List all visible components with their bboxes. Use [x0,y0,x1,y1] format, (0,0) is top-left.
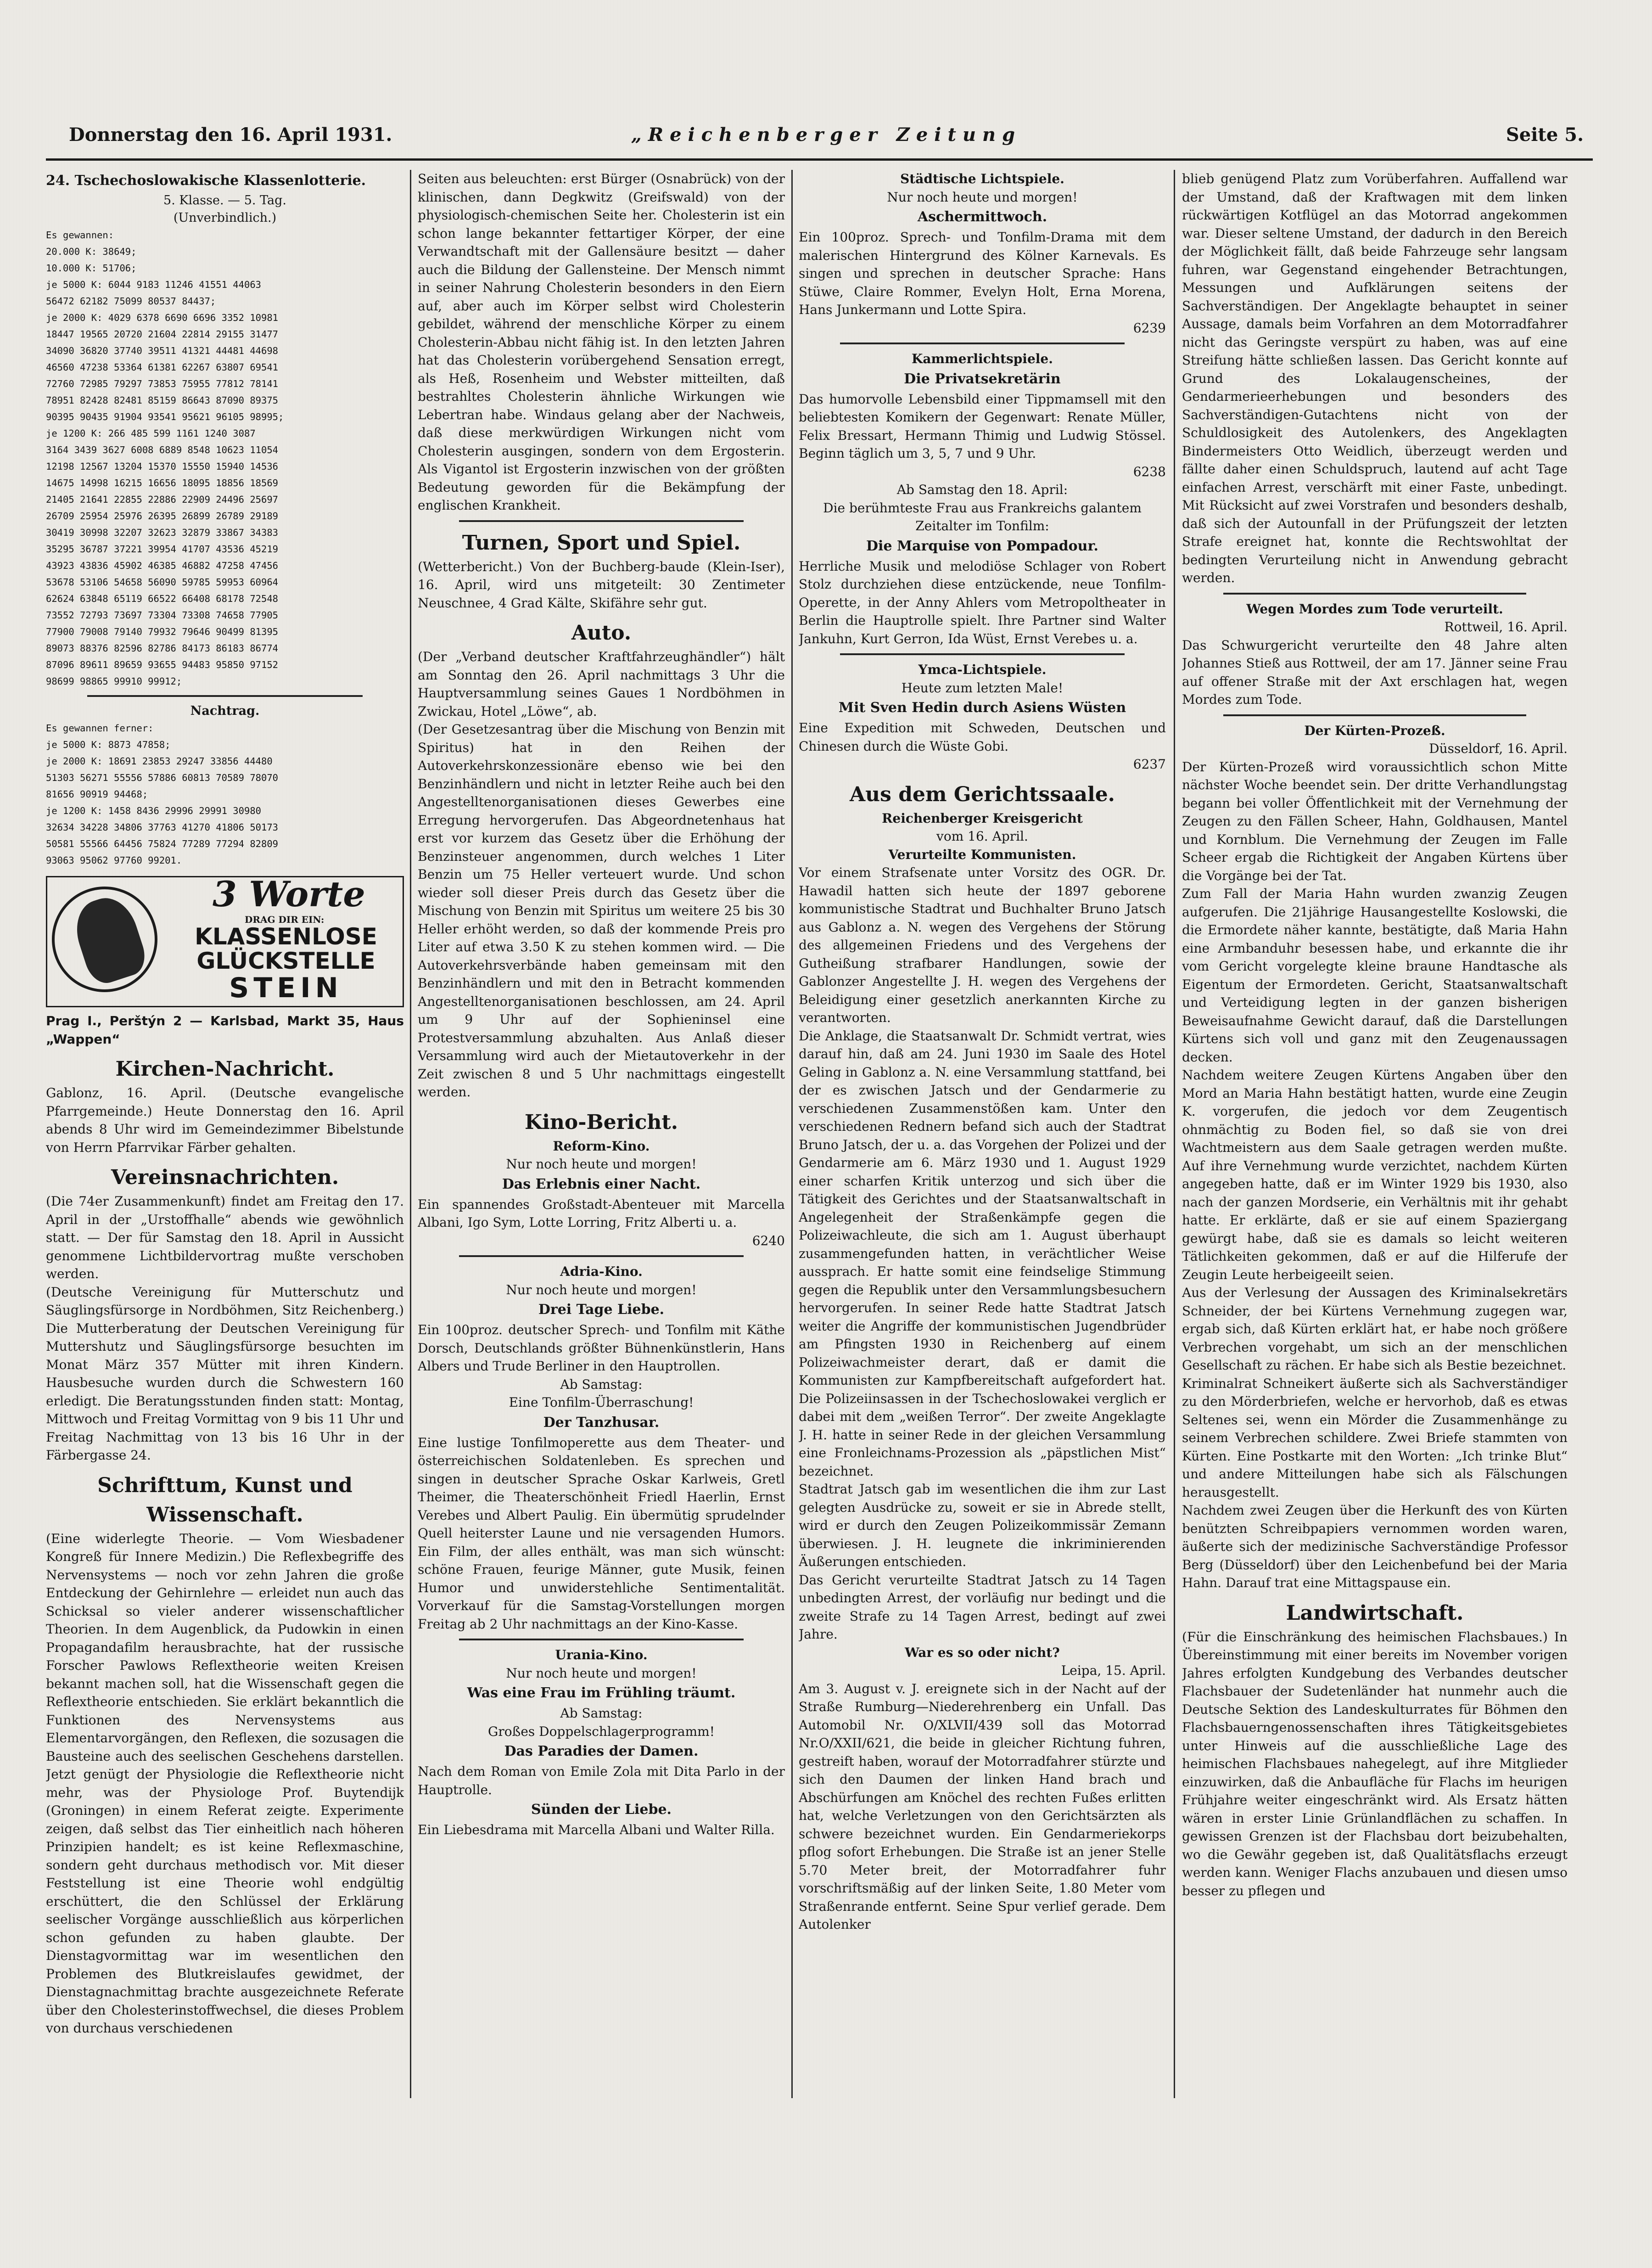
divider [459,520,744,522]
leipa-text: Am 3. August v. J. ereignete sich in der Nacht auf der Straße Rumburg—Niederehrenberg ein Unfall. Das Automobil Nr. O/XLVII/439 soll das Motorrad Nr.O/XXII/621, die beide in gleicher Richtung fuhren, gestreift haben, worauf der Motorradfahrer stürzte und sich den Daumen der linken Hand brach und Abschürfungen am Knöchel des rechten Fußes erlitten hat, welche Verletzungen von den Gerichtsärzten als schwere bezeichnet wurden. Ein Gendarmeriekorps pflog sofort Erhebungen. Die Straße ist an jener Stelle 5.70 Meter breit, der Motorradfahrer fuhr vorschriftsmäßig auf der linken Seite, 1.80 Meter vom Straßenrande entfernt. Seine Spur verlief gerade. Dem Autolenker [799,1681,1166,1932]
film-title: Die Privatsekretärin [904,371,1061,387]
ad-number: 6240 [752,1233,785,1248]
schedule-label: Ab Samstag: [560,1376,643,1392]
lottery-line: 26709 25954 25976 26395 26899 26789 29189 [46,511,279,522]
film-text: Herrliche Musik und melodiöse Schlager von Robert Stolz durchziehen diese entzückende, neue Tonfilm-Operette, in der Anny Ahlers vom Metropoltheater in Berlin die Hauptrolle spielt. Ihre Partner sind Walter Jankuhn, Kurt Gerron, Ida Wüst, Ernst Verebes u. a. [799,558,1166,646]
auto-title: Auto. [571,621,632,645]
ad-number: 6237 [1133,757,1166,772]
lottery-won-label: Es gewannen: [46,230,114,241]
film-title: Der Tanzhusar. [543,1414,660,1431]
article-subtitle: Verurteilte Kommunisten. [888,847,1076,862]
lottery-line: 78951 82428 82481 85159 86643 87090 89375 [46,395,279,406]
divider [840,342,1125,344]
gericht-paragraph: Die Anklage, die Staatsanwalt Dr. Schmidt vertrat, wies darauf hin, daß am 24. Juni 1930 im Saale des Hotel Geling in Gablonz a. N. eine Versammlung stattfand, bei der es zwischen Jatsch und der Gendarmerie zu verschiedenen Zusammenstößen kam. Unter den verschiedenen Rednern befand sich auch der Stadtrat Bruno Jatsch, der u. a. das Vorgehen der Polizei und der Gendarmerie am 6. März 1930 und 1. August 1929 einer scharfen Kritik unterzog und sich über die Tätigkeit des Gerichtes und der Staatsanwaltschaft in Angelegenheit der Straßenkämpfe gegen die Polizeiwachleute, die sich am 1. August überhaupt zusammengefunden hatten, in verächtlicher Weise aussprach. Er hatte somit eine feindselige Stimmung gegen die Republik unter den Versammlungsbesuchern hervorgerufen. In seiner Rede hatte Stadtrat Jatsch weiter die Angriffe der kommunistischen Jugendbrüder am Pfingsten 1930 in Reichenberg auf einem Polizeiwachmeister derart, daß er damit die Kommunisten zur Kampfbereitschaft aufgefordert hat. Die Polizeiinsassen in der Tschechoslowakei verglich er dabei mit dem „weißen Terror“. Der zweite Angeklagte J. H. hatte in seiner Rede in der gleichen Versammlung eine Fronleichnams-Prozession als „päpstlichen Mist“ bezeichnet. [799,1028,1166,1479]
lottery-line: 43923 43836 45902 46385 46882 47258 47456 [46,560,279,571]
cinema-notice: Heute zum letzten Male! [901,680,1064,696]
divider [459,1639,744,1640]
divider [1223,714,1526,716]
kuerten-paragraph: Kriminalrat Schneikert äußerte sich als Sachverständiger zu den Mörderbriefen, welche er hervorhob, daß es etwas Seltenes sei, wenn ein Mörder die Zusammenhänge zu seinem Verbrechen schildere. Zwei Briefe stammten von Kürten. Eine Postkarte mit den Worten: „Ich trinke Blut“ und andere Mitteilungen habe sich als Fälschungen herausgestellt. [1182,1375,1568,1500]
landwirtschaft-text: (Für die Einschränkung des heimischen Flachsbaues.) In Übereinstimmung mit einer bereits im November vorigen Jahres erfolgten Kundgebung des Verbandes deutscher Flachsbauer der Sudetenländer hat nunmehr auch die Deutsche Sektion des Landeskulturrates für Böhmen den Flachsbauerngenossenschaften ihres Tätigkeitsgebietes unter Hinweis auf die ausschließliche Lage des heimischen Flachsbaues nahegelegt, auf ihre Mitglieder einzuwirken, daß die Anbaufläche für Flachs im heurigen Frühjahre weiter eingeschränkt wird. Als Ersatz hätten wären in erster Linie Grünlandflächen zu schaffen. In gewissen Grenzen ist der Flachsbau dort beizubehalten, wo die Gewähr gegeben ist, daß Qualitätsflachs erzeugt werden kann. Weniger Flachs anzubauen und diesen umso besser zu pflegen und [1182,1629,1568,1898]
lottery-line: 50581 55566 64456 75824 77289 77294 82809 [46,838,279,849]
article-subtitle: Wegen Mordes zum Tode verurteilt. [1246,601,1503,617]
schrifttum-title: Schrifttum, Kunst und Wissenschaft. [97,1473,353,1527]
cholesterin-text: Seiten aus beleuchten: erst Bürger (Osnabrück) von der klinischen, dann Degkwitz (Greifswald) von der physiologisch-chemischen Seite her. Cholesterin ist ein schon lange bekannter fettartiger Körper, der eine Verwandtschaft mit der Gallensäure besitzt — daher auch die Bildung der Gallensteine. Der Mensch nimmt in seiner Nahrung Cholesterin besonders in den Eiern auf, aber auch im Körper selbst wird Cholesterin gebildet, während der menschliche Körper zu einem Cholesterin-Abbau nicht fähig ist. In den letzten Jahren hat das Cholesterin vorübergehend Sensation erregt, als Heß, Rosenheim und Webster mitteilten, daß bestrahltes Cholesterin ähnliche Wirkungen wie Lebertran habe. Windaus gelang aber der Nachweis, daß diese merkwürdigen Wirkungen nicht vom Cholesterin ausgingen, sondern von dem Ergosterin. Als Vigantol ist Ergosterin inzwischen von der größten Bedeutung geworden für die Bekämpfung der englischen Krankheit. [418,171,785,513]
lottery-line: 72760 72985 79297 73853 75955 77812 78141 [46,378,279,389]
film-text: Eine lustige Tonfilmoperette aus dem Theater- und österreichischen Soldatenleben. Es sprechen und singen in deutscher Sprache Oskar Karlweis, Gretl Theimer, die Theaterschönheit Friedl Haerlin, Ernst Verebes und Albert Paulig. Ein übermütig sprudelnder Quell heiterster Laune und nie versagenden Humors. Ein Film, der alles enthält, was man sich wünscht: schöne Frauen, feurige Männer, gute Musik, feinen Humor und unwiderstehliche Sentimentalität. Vorverkauf für die Samstag-Vorstellungen morgen Freitag ab 2 Uhr nachmittags an der Kino-Kasse. [418,1435,785,1632]
lottery-line: 46560 47238 53364 61381 62267 63807 69541 [46,362,279,373]
page-header [69,124,1584,156]
schedule-note: Eine Tonfilm-Überraschung! [509,1395,694,1410]
lottery-class: 5. Klasse. — 5. Tag. [163,193,286,208]
lottery-line: 14675 14998 16215 16656 18095 18856 18569 [46,477,279,488]
cinema-name: Ymca-Lichtspiele. [918,662,1047,677]
lottery-line: 53678 53106 54658 56090 59785 59953 60964 [46,577,279,588]
cinema-name: Kammerlichtspiele. [912,351,1053,366]
divider [459,1255,744,1257]
film-text: Eine Expedition mit Schweden, Deutschen und Chinesen durch die Wüste Gobi. [799,720,1166,754]
kirchen-title: Kirchen-Nachricht. [115,1057,335,1081]
cinema-notice: Nur noch heute und morgen! [506,1282,697,1297]
lottery-note: (Unverbindlich.) [173,211,277,225]
column-rule [791,170,793,2098]
lottery-line: 98699 98865 99910 99912; [46,676,182,687]
lottery-line: 51303 56271 55556 57886 60813 70589 78070 [46,772,279,783]
column-rule [410,170,411,2098]
lottery-number-list [46,276,404,690]
dateline: Düsseldorf, 16. April. [1429,741,1568,756]
ad-tagline: DRAG DIR EIN: [245,914,325,925]
lottery-line: 56472 62182 75099 80537 84437; [46,296,216,307]
gericht-paragraph: Vor einem Strafsenate unter Vorsitz des OGR. Dr. Hawadil hatten sich heute der 1897 geborene kommunistische Stadtrat und Buchhalter Bruno Jatsch aus Gablonz a. N. wegen des Vergehens der Störung des allgemeinen Friedens und des Vergehens der Gutheißung strafbarer Handlungen, sowie der Gablonzer Angestellte J. H. wegen des Vergehens der Beleidigung einer gesetzlich anerkannten Kirche zu verantworten. [799,865,1166,1025]
ad-line-1: KLASSENLOSE [195,923,377,950]
cinema-notice: Nur noch heute und morgen! [887,189,1078,205]
cinema-notice: Nur noch heute und morgen! [506,1156,697,1172]
column-rule [1174,170,1175,2098]
kuerten-paragraph: Nachdem weitere Zeugen Kürtens Angaben über den Mord an Maria Hahn bestätigt hatten, wurde eine Zeugin K. vorgerufen, die jedoch vor dem Zeugentisch ohnmächtig zu Boden fiel, so daß sie von drei Wachtmeistern aus dem Saale getragen werden mußte. Auf ihre Vernehmung wurde verzichtet, nachdem Kürten angegeben hatte, daß er im Winter 1929 bis 1930, also nach der ganzen Mordserie, ein Verhältnis mit ihr gehabt hatte. Er erklärte, daß er sie auf einem Spaziergang gewürgt habe, daß sie es damals so leicht weiteren Tätlichkeiten gekommen, daß er auf die Hilferufe der Zeugin Leute herbeigeeilt seien. [1182,1067,1568,1282]
gericht-title: Aus dem Gerichtssaale. [849,782,1115,806]
newspaper-masthead: „Reichenberger Zeitung [631,124,1022,146]
lottery-main-prize: 20.000 K: 38649; [46,246,137,257]
film-title: Drei Tage Liebe. [538,1302,665,1318]
kuerten-paragraph: Nachdem zwei Zeugen über die Herkunft des von Kürten benützten Schreibpapiers vernommen worden waren, äußerte sich der medizinische Sachverständige Professor Berg (Düsseldorf) über den Leichenbefund bei der Maria Hahn. Darauf trat eine Mittagspause ein. [1182,1503,1568,1590]
kino-title: Kino-Bericht. [524,1110,678,1134]
lottery-line: 81656 90919 94468; [46,789,148,800]
lottery-line: 89073 88376 82596 82786 84173 86183 86774 [46,643,279,654]
schedule-label: Ab Samstag: [560,1706,643,1721]
lottery-line: 77900 79008 79140 79932 79646 90499 81395 [46,626,279,637]
lottery-line: 93063 95062 97760 99201. [46,855,182,866]
lottery-line: 62624 63848 65119 66522 66408 68178 72548 [46,593,279,604]
film-title: Aschermittwoch. [917,209,1047,225]
nachtrag-number-list [46,736,404,869]
article-subtitle: Der Kürten-Prozeß. [1304,723,1445,738]
lottery-line: 87096 89611 89659 93655 94483 95850 97152 [46,659,279,670]
nachtrag-label: Es gewannen ferner: [46,723,154,734]
schedule-note: Die berühmteste Frau aus Frankreichs galantem Zeitalter im Tonfilm: [823,500,1142,533]
lottery-line: je 2000 K: 18691 23853 29247 33856 44480 [46,756,273,767]
divider [87,695,363,697]
kuerten-paragraph: Zum Fall der Maria Hahn wurden zwanzig Zeugen aufgerufen. Die 21jährige Hausangestellte Koslowski, die die Ermordete näher kannte, bestätigte, daß Maria Hahn eine Armbanduhr besessen habe, und erkannte die ihr vom Gericht vorgelegte kleine braune Handtasche als Eigentum der Ermordeten. Gericht, Staatsanwaltschaft und Verteidigung legten in der ganzen bisherigen Beweisaufnahme Gewicht darauf, daß die Darstellungen Kürtens sich voll und ganz mit den Zeugenaussagen decken. [1182,886,1568,1065]
article-subtitle: War es so oder nicht? [905,1645,1060,1660]
column-4 [1182,170,1568,1900]
mord-text: Das Schwurgericht verurteilte den 48 Jahre alten Johannes Stieß aus Rottweil, der am 17. Jänner seine Frau auf offener Straße mit der Axt erschlagen hat, wegen Mordes zum Tode. [1182,637,1568,707]
film-title: Die Marquise von Pompadour. [866,538,1098,554]
lottery-line: 30419 30998 32207 32623 32879 33867 34383 [46,527,279,538]
divider [840,653,1125,655]
ad-number: 6239 [1133,320,1166,336]
ad-line-2: GLÜCKSTELLE [196,948,375,974]
lottery-second-prize: 10.000 K: 51706; [46,263,137,274]
page-number: Seite 5. [1506,124,1584,146]
lottery-line: je 1200 K: 266 485 599 1161 1240 3087 [46,428,256,439]
auto-paragraph: (Der „Verband deutscher Kraftfahrzeughändler“) hält am Sonntag den 26. April nachmittags 3 Uhr die Hauptversammlung seines Gaues 1 Nordböhmen in Zwickau, Hotel „Löwe“, ab. [418,649,785,719]
lottery-line: je 1200 K: 1458 8436 29996 29991 30980 [46,805,261,816]
lottery-line: 18447 19565 20720 21604 22814 29155 31477 [46,329,279,340]
ad-address: Prag I., Perštýn 2 — Karlsbad, Markt 35, Haus „Wappen“ [46,1013,404,1047]
ad-headline: 3 Worte [213,876,365,915]
court-name: Reichenberger Kreisgericht [882,810,1083,826]
kuerten-paragraph: Aus der Verlesung der Aussagen des Kriminalsekretärs Schneider, der bei Kürtens Vernehmung zugegen war, ergab sich, daß Kürten erklärt hat, er habe noch größere Verbrechen vorgehabt, um sich an der menschlichen Gesellschaft zu rächen. Er habe sich als Bestie bezeichnet. [1182,1285,1568,1373]
film-text: Ein spannendes Großstadt-Abenteuer mit Marcella Albani, Igo Sym, Lotte Lorring, Fritz Alberti u. a. [418,1196,785,1230]
dateline: Rottweil, 16. April. [1444,619,1568,634]
lottery-advertisement [46,876,404,1007]
dateline: Leipa, 15. April. [1061,1663,1166,1678]
ad-number: 6238 [1133,464,1166,479]
auto-paragraph: (Der Gesetzesantrag über die Mischung von Benzin mit Spiritus) hat in den Reihen der Autoverkehrskonzessionäre ebenso wie bei den Benzinhändlern und nicht in letzter Reihe auch bei den Angestelltenorganisationen dieses Gewerbes eine Erregung hervorgerufen. Das Abgeordnetenhaus hat erst vor kurzem das Gesetz über die Erhöhung der Benzinsteuer angenommen, durch welches 1 Liter Benzin um 75 Heller verteuert wurde. Und schon wieder soll dieser Preis durch das Gesetz über die Mischung von Benzin mit Spiritus um weitere 25 bis 30 Heller erhöht werden, so daß der kommende Preis pro Liter auf etwa 3.50 K zu stehen kommen wird. — Die Autoverkehrsverbände haben gemeinsam mit den Benzinhändlern und mit den in Betracht kommenden Angestelltenorganisationen beschlossen, am 24. April um 9 Uhr auf der Sophieninsel eine Protestversammlung abzuhalten. Aus Anlaß dieser Versammlung wird auch der Mietautoverkehr in der Zeit zwischen 8 und 5 Uhr nachmittags eingestellt werden. [418,722,785,1100]
lottery-line: je 5000 K: 8873 47858; [46,739,171,750]
column-1 [46,170,404,2038]
film-title: Was eine Frau im Frühling träumt. [467,1685,736,1701]
verein-paragraph: (Die 74er Zusammenkunft) findet am Freitag den 17. April in der „Urstoffhalle“ abends wie gewöhnlich statt. — Der für Samstag den 18. April in Aussicht genommene Lichtbildervortrag mußte verschoben werden. [46,1194,404,1281]
cinema-name: Reform-Kino. [553,1138,650,1154]
verein-title: Vereinsnachrichten. [111,1166,339,1189]
cinema-name: Urania-Kino. [555,1647,648,1662]
film-title: Das Paradies der Damen. [504,1743,699,1759]
lottery-line: 73552 72793 73697 73304 73308 74658 77905 [46,610,279,621]
film-text: Ein 100proz. deutscher Sprech- und Tonfilm mit Käthe Dorsch, Deutschlands größter Bühnenkünstlerin, Hans Albers und Trude Berliner in den Hauptrollen. [418,1322,785,1374]
verein-paragraph: (Deutsche Vereinigung für Mutterschutz und Säuglingsfürsorge in Nordböhmen, Sitz Reichenberg.) Die Mutterberatung der Deutschen Vereinigung für Muttershutz und Säuglingsfürsorge besuchten im Monat März 357 Mütter mit ihren Kindern. Hausbesuche wurden durch die Schwestern 160 erledigt. Die Beratungsstunden finden statt: Montag, Mittwoch und Freitag Vormittag von 9 bis 11 Uhr und Freitag Nachmittag von 13 bis 16 Uhr in der Färbergasse 24. [46,1284,404,1463]
unfall-text: blieb genügend Platz zum Vorüberfahren. Auffallend war der Umstand, daß der Kraftwagen mit dem linken rückwärtigen Kotflügel an das Motorrad angekommen war. Dieser seltene Umstand, der dadurch in den Bereich der Möglichkeit fällt, daß beide Fahrzeuge sehr langsam fuhren, war Gegenstand eingehender Betrachtungen, Messungen und Aufklärungen seitens der Sachverständigen. Der Angeklagte behauptet in seiner Aussage, damals beim Vorfahren an dem Motorradfahrer nicht das Geringste verspürt zu haben, was auf eine Streifung hätte schließen lassen. Das Gericht konnte auf Grund des Lokalaugenscheines, der Gendarmerieerhebungen und besonders des Sachverständigen-Gutachtens nicht von der Schuldlosigkeit des Autolenkers, des Angeklagten Bindermeisters Otto Weidlich, überzeugt werden und fällte daher einen Schuldspruch, lautend auf acht Tage einfachen Arrest, verschärft mit einer Faste, unbedingt. Mit Rücksicht auf zwei Vorstrafen und besonders deshalb, daß sich der Autounfall in der Prüfungszeit der letzten Strafe ereignet hat, konnte die Rechtswohltat der bedingten Verurteilung nicht in Anwendung gebracht werden. [1182,171,1568,585]
lottery-line: je 5000 K: 6044 9183 11246 41551 44063 [46,279,261,290]
ad-line-3: STEIN [229,972,343,1004]
lottery-line: 34090 36820 37740 39511 41321 44481 44698 [46,345,279,356]
lottery-line: je 2000 K: 4029 6378 6690 6696 3352 10981 [46,312,279,323]
cinema-name: Städtische Lichtspiele. [900,171,1064,186]
schrifttum-text: (Eine widerlegte Theorie. — Vom Wiesbadener Kongreß für Innere Medizin.) Die Reflexbegriffe des Nervensystems — noch vor zehn Jahren die große Entdeckung der Gehirnlehre — erleidet nun auch das Schicksal so vieler anderer wissenschaftlicher Theorien. In dem Augenblick, da Pudowkin in einen Propagandafilm herausbrachte, hat der russische Forscher Pawlows Reflextheorie weiten Kreisen bekannt machen soll, hat die Wissenschaft gegen die Reflextheorie entschieden. Sie erklärt bekanntlich die Funktionen des Nervensystems aus Elementarvorgängen, den Reflexen, die sozusagen die Bausteine auch des seelischen Geschehens darstellen. Jetzt genügt der Physiologie die Reflextheorie nicht mehr, was der Physiologe Prof. Buytendijk (Groningen) in einem Referat zeigte. Experimente zeigen, daß selbst das Tier einheitlich nach höheren Prinzipien handelt; es ist keine Reflexmaschine, sondern geht durchaus methodisch vor. Mit dieser Feststellung ist eine Theorie wohl endgültig erschüttert, die den Schlüssel der Erklärung seelischer Vorgänge ausschließlich aus körperlichen schon gefunden zu haben glaubte. Der Dienstagvormittag war im wesentlichen den Problemen des Blutkreislaufes gewidmet, der Dienstagnachmittag brachte ausgezeichnete Referate über den Cholesterinstoffwechsel, die dieses Problem von durchaus verschiedenen [46,1531,404,2036]
divider [1223,593,1526,595]
turnen-text: (Wetterbericht.) Von der Buchberg-baude (Klein-Iser), 16. April, wird uns mitgeteilt: 30 Zentimeter Neuschnee, 4 Grad Kälte, Skifähre sehr gut. [418,559,785,611]
nachtrag-title: Nachtrag. [190,704,260,718]
kirchen-text: Gablonz, 16. April. (Deutsche evangelische Pfarrgemeinde.) Heute Donnerstag den 16. April abends 8 Uhr wird im Gemeindezimmer Bibelstunde von Herrn Pfarrvikar Färber gehalten. [46,1085,404,1155]
film-title: Sünden der Liebe. [531,1802,672,1818]
court-date: vom 16. April. [936,829,1028,844]
lottery-line: 35295 36787 37221 39954 41707 43536 45219 [46,544,279,555]
kuerten-paragraph: Der Kürten-Prozeß wird voraussichtlich schon Mitte nächster Woche beendet sein. Der dritte Verhandlungstag begann bei voller Öffentlichkeit mit der Vernehmung der Zeugen zu den Fällen Scheer, Hahn, Goldhausen, Mantel und Kornblum. Die Vernehmung der Zeugen im Falle Scheer ergab die Richtigkeit der Angaben Kürtens über die Vorgänge bei der Tat. [1182,759,1568,883]
lottery-line: 90395 90435 91904 93541 95621 96105 98995; [46,411,284,422]
lottery-line: 32634 34228 34806 37763 41270 41806 50173 [46,822,279,833]
lottery-line: 3164 3439 3627 6008 6889 8548 10623 11054 [46,444,279,455]
schedule-label: Ab Samstag den 18. April: [896,482,1068,497]
header-rule [46,158,1593,161]
cinema-notice: Nur noch heute und morgen! [506,1665,697,1681]
film-text: Das humorvolle Lebensbild einer Tippmamsell mit den beliebtesten Komikern der Gegenwart: Renate Müller, Felix Bressart, Hermann Thimig und Ludwig Stössel. Beginn täglich um 3, 5, 7 und 9 Uhr. [799,391,1166,461]
column-3 [799,170,1166,1934]
gericht-paragraph: Das Gericht verurteilte Stadtrat Jatsch zu 14 Tagen unbedingten Arrest, der vorläufig nur bedingt und die zweite Strafe zu 14 Tagen Arrest, bedingt auf zwei Jahre. [799,1572,1166,1642]
cinema-name: Adria-Kino. [560,1264,643,1279]
lottery-title: 24. Tschechoslowakische Klassenlotterie. [46,173,366,189]
turnen-title: Turnen, Sport und Spiel. [462,531,741,555]
lottery-line: 21405 21641 22855 22886 22909 24496 25697 [46,494,279,505]
film-text: Nach dem Roman von Emile Zola mit Dita Parlo in der Hauptrolle. [418,1764,785,1797]
film-text: Ein 100proz. Sprech- und Tonfilm-Drama mit dem malerischen Hintergrund des Kölner Karnevals. Es singen und sprechen in deutscher Sprache: Hans Stüwe, Claire Rommer, Evelyn Holt, Erna Morena, Hans Junkermann und Lotte Spira. [799,230,1166,317]
schedule-note: Großes Doppelschlagerprogramm! [488,1723,715,1739]
landwirtschaft-title: Landwirtschaft. [1286,1601,1464,1625]
header-date: Donnerstag den 16. April 1931. [69,124,392,146]
lottery-line: 12198 12567 13204 15370 15550 15940 14536 [46,461,279,472]
column-2 [418,170,785,1839]
film-text: Ein Liebesdrama mit Marcella Albani und Walter Rilla. [418,1822,775,1837]
film-title: Mit Sven Hedin durch Asiens Wüsten [838,700,1126,716]
film-title: Das Erlebnis einer Nacht. [502,1176,701,1192]
gericht-paragraph: Stadtrat Jatsch gab im wesentlichen die ihm zur Last gelegten Ausdrücke zu, soweit er sie in Abrede stellt, wird er durch den Zeugen Polizeikommissär Zemann überwiesen. J. H. leugnete die inkriminierenden Äußerungen entschieden. [799,1482,1166,1569]
